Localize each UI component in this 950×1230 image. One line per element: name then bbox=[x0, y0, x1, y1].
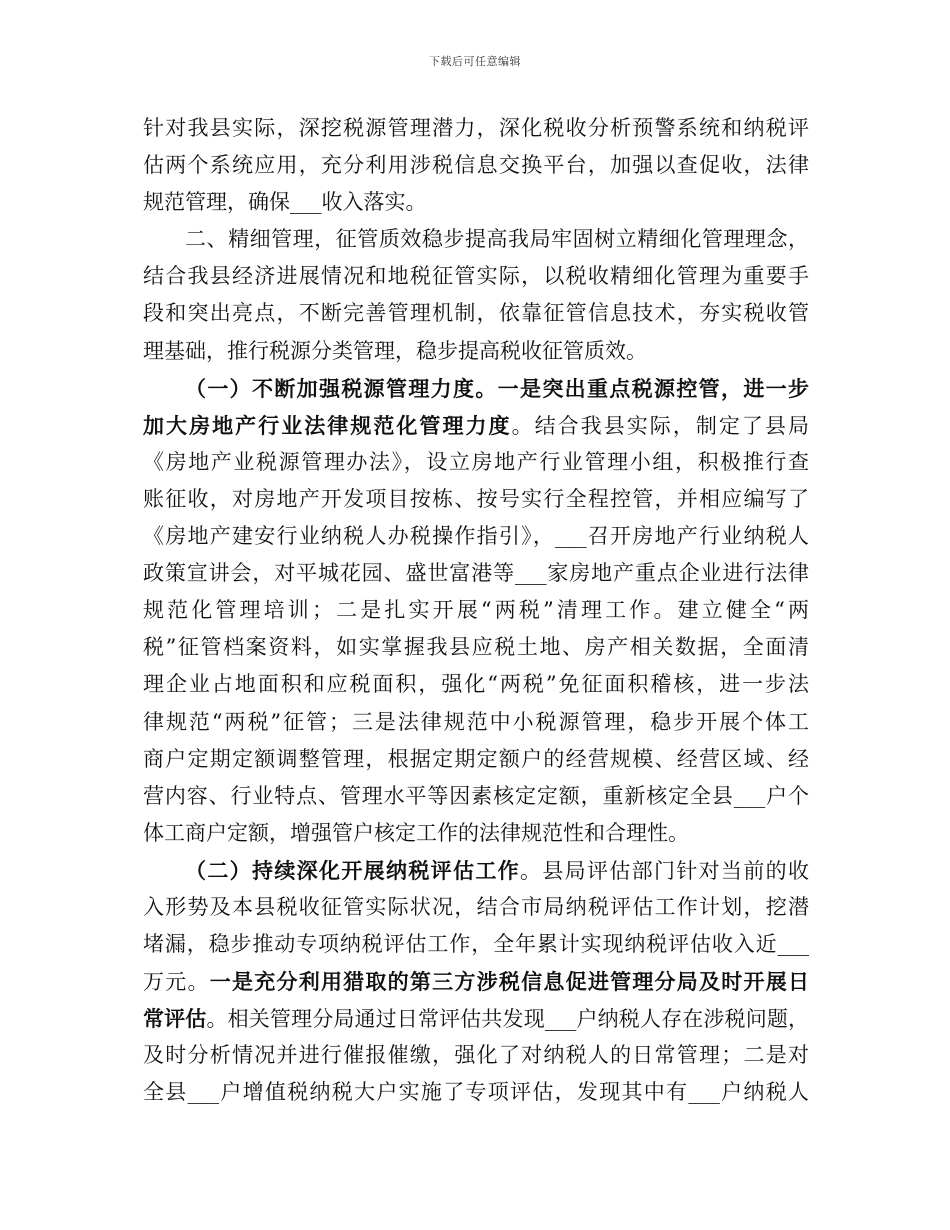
text-line bbox=[143, 221, 809, 258]
text-segment: 段和突出亮点，不断完善管理机制，依靠征管信息技术，夯实税收管 bbox=[143, 301, 809, 326]
text-segment: 账征收，对房地产开发项目按栋、按号实行全程控管，并相应编写了 bbox=[143, 486, 809, 511]
text-line bbox=[143, 481, 809, 518]
text-line bbox=[143, 518, 809, 555]
text-line bbox=[143, 333, 809, 370]
text-segment: 。县局评估部门针对当前的收 bbox=[520, 858, 809, 883]
text-line bbox=[143, 778, 809, 815]
text-segment: 二、精细管理，征管质效稳步提高我局牢固树立精细化管理理念， bbox=[185, 227, 809, 252]
text-line bbox=[143, 852, 809, 889]
text-segment: 。结合我县实际，制定了县局 bbox=[511, 413, 810, 438]
text-segment: 规范管理，确保___收入落实。 bbox=[143, 190, 427, 215]
text-line bbox=[143, 147, 809, 184]
text-line bbox=[143, 1074, 809, 1111]
text-segment: 全县___户增值税纳税大户实施了专项评估，发现其中有___户纳税人 bbox=[143, 1080, 809, 1105]
text-segment: 体工商户定额，增强管户核定工作的法律规范性和合理性。 bbox=[143, 820, 689, 845]
text-line bbox=[143, 889, 809, 926]
bold-text-segment: （二）持续深化开展纳税评估工作 bbox=[185, 857, 520, 883]
text-line bbox=[143, 815, 809, 852]
text-segment: 理企业占地面积和应税面积，强化“两税”免征面积稽核，进一步法 bbox=[143, 672, 809, 697]
text-line bbox=[143, 1037, 809, 1074]
text-line bbox=[143, 741, 809, 778]
text-line bbox=[143, 1000, 809, 1037]
text-line bbox=[143, 666, 809, 703]
text-segment: 。相关管理分局通过日常评估共发现___户纳税人存在涉税问题， bbox=[206, 1007, 810, 1032]
bold-text-segment: （一）不断加强税源管理力度。一是突出重点税源控管，进一步 bbox=[185, 375, 809, 401]
text-line bbox=[143, 926, 809, 963]
text-segment: 理基础，推行税源分类管理，稳步提高税收征管质效。 bbox=[143, 338, 647, 363]
text-segment: 律规范“两税”征管；三是法律规范中小税源管理，稳步开展个体工 bbox=[143, 709, 809, 734]
text-line bbox=[143, 629, 809, 666]
text-segment: 商户定期定额调整管理，根据定期定额户的经营规模、经营区域、经 bbox=[143, 746, 809, 771]
text-line bbox=[143, 407, 809, 444]
text-line bbox=[143, 704, 809, 741]
text-line bbox=[143, 555, 809, 592]
document-body bbox=[143, 110, 809, 1112]
text-segment: 万元。 bbox=[143, 970, 210, 995]
bold-text-segment: 常评估 bbox=[143, 1006, 207, 1032]
text-line bbox=[143, 444, 809, 481]
text-line bbox=[143, 184, 809, 221]
text-line bbox=[143, 258, 809, 295]
text-segment: 《房地产业税源管理办法》，设立房地产行业管理小组，积极推行查 bbox=[143, 449, 809, 474]
text-segment: 《房地产建安行业纳税人办税操作指引》，___召开房地产行业纳税人 bbox=[143, 524, 809, 549]
page-header: 下载后可任意编辑 bbox=[429, 55, 521, 68]
text-segment: 规范化管理培训；二是扎实开展“两税”清理工作。建立健全“两 bbox=[143, 598, 809, 623]
text-segment: 税”征管档案资料，如实掌握我县应税土地、房产相关数据，全面清 bbox=[143, 635, 809, 660]
text-line bbox=[143, 592, 809, 629]
text-segment: 政策宣讲会，对平城花园、盛世富港等___家房地产重点企业进行法律 bbox=[143, 561, 809, 586]
text-segment: 入形势及本县税收征管实际状况，结合市局纳税评估工作计划，挖潜 bbox=[143, 894, 809, 919]
text-line bbox=[143, 963, 809, 1000]
text-segment: 营内容、行业特点、管理水平等因素核定定额，重新核定全县___户个 bbox=[143, 783, 809, 808]
text-segment: 及时分析情况并进行催报催缴，强化了对纳税人的日常管理；二是对 bbox=[143, 1043, 809, 1068]
text-segment: 结合我县经济进展情况和地税征管实际，以税收精细化管理为重要手 bbox=[143, 264, 809, 289]
text-line bbox=[143, 110, 809, 147]
text-segment: 堵漏，稳步推动专项纳税评估工作，全年累计实现纳税评估收入近___ bbox=[143, 932, 809, 957]
text-segment: 针对我县实际，深挖税源管理潜力，深化税收分析预警系统和纳税评 bbox=[143, 116, 809, 140]
text-segment: 估两个系统应用，充分利用涉税信息交换平台，加强以查促收，法律 bbox=[143, 153, 809, 178]
text-line bbox=[143, 295, 809, 332]
bold-text-segment: 一是充分利用猎取的第三方涉税信息促进管理分局及时开展日 bbox=[209, 969, 810, 995]
text-line bbox=[143, 370, 809, 407]
bold-text-segment: 加大房地产行业法律规范化管理力度 bbox=[143, 412, 512, 438]
